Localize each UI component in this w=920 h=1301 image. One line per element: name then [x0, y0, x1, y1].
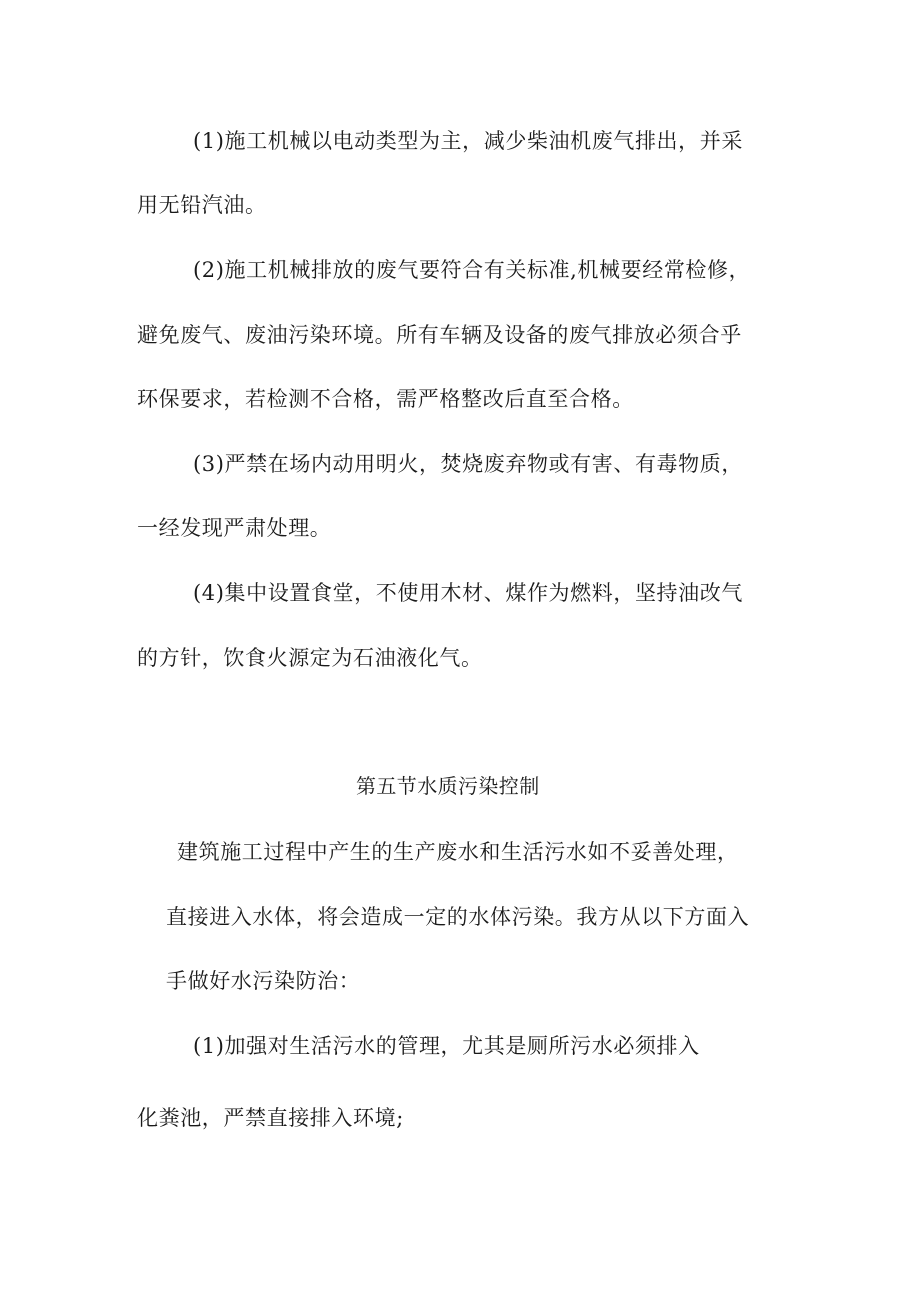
air-item-2-line-2: 避免废气、废油污染环境。所有车辆及设备的废气排放必须合乎 [137, 323, 742, 347]
air-item-4-line-1: (4)集中设置食堂，不使用木材、煤作为燃料，坚持油改气 [193, 581, 743, 605]
air-item-1-line-1: (1)施工机械以电动类型为主，减少柴油机废气排出，并采 [193, 129, 743, 153]
air-item-2-line-1: (2)施工机械排放的废气要符合有关标准,机械要经常检修， [193, 258, 751, 282]
water-item-1-line-2: 化粪池，严禁直接排入环境; [137, 1106, 404, 1130]
air-item-4-line-2: 的方针，饮食火源定为石油液化气。 [137, 646, 483, 670]
air-item-1-line-2: 用无铅汽油。 [137, 193, 267, 217]
air-item-3-line-1: (3)严禁在场内动用明火，焚烧废弃物或有害、有毒物质， [193, 452, 743, 476]
water-intro-line-1: 建筑施工过程中产生的生产废水和生活污水如不妥善处理， [177, 840, 739, 864]
section-heading: 第五节水质污染控制 [356, 774, 540, 798]
air-item-2-line-3: 环保要求，若检测不合格，需严格整改后直至合格。 [137, 387, 634, 411]
water-intro-line-2: 直接进入水体，将会造成一定的水体污染。我方从以下方面入 [166, 905, 750, 929]
water-intro-line-3: 手做好水污染防治： [166, 969, 361, 993]
water-item-1-line-1: (1)加强对生活污水的管理，尤其是厕所污水必须排入 [193, 1034, 700, 1058]
air-item-3-line-2: 一经发现严肃处理。 [137, 516, 332, 540]
